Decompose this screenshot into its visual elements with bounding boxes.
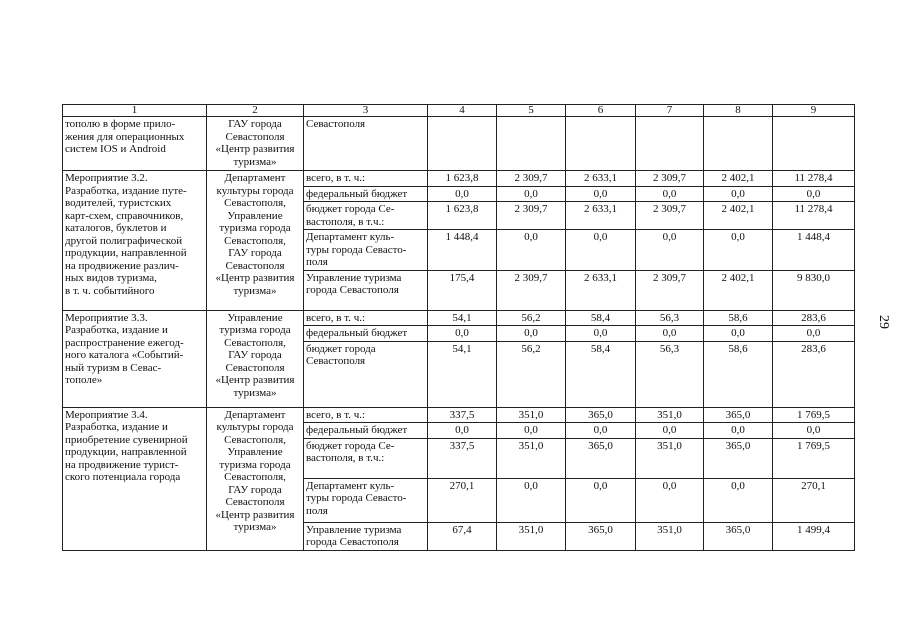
value-cell: 0,0 xyxy=(428,186,497,202)
table-row xyxy=(63,310,855,326)
value-cell: 0,0 xyxy=(636,186,704,202)
funding-table xyxy=(62,104,855,551)
value-cell: 2 633,1 xyxy=(566,171,636,187)
value-cell: 2 309,7 xyxy=(636,270,704,310)
value-cell: 2 402,1 xyxy=(704,270,773,310)
funding-source: Департамент куль- туры города Севасто- поля xyxy=(304,478,428,522)
value-cell: 0,0 xyxy=(566,230,636,271)
value-cell: 0,0 xyxy=(497,230,566,271)
value-cell: 58,6 xyxy=(704,310,773,326)
activity-description: Мероприятие 3.2. Разработка, издание путе- водителей, туристских карт-схем, справочников, каталогов, буклетов и другой полиграфической продукции, направленной на продвижение различ- ных видов туризма, в т. ч. событийного xyxy=(63,171,207,311)
value-cell: 175,4 xyxy=(428,270,497,310)
value-cell: 283,6 xyxy=(773,341,855,407)
value-cell: 0,0 xyxy=(497,423,566,439)
activity-description: тополю в форме прило- жения для операционных систем IOS и Android xyxy=(63,117,207,171)
executor: ГАУ города Севастополя «Центр развития туризма» xyxy=(207,117,304,171)
value-cell: 56,2 xyxy=(497,310,566,326)
value-cell: 365,0 xyxy=(566,407,636,423)
funding-source: Управление туризма города Севастополя xyxy=(304,270,428,310)
value-cell: 2 309,7 xyxy=(497,270,566,310)
funding-source: всего, в т. ч.: xyxy=(304,310,428,326)
value-cell: 337,5 xyxy=(428,438,497,478)
value-cell: 1 448,4 xyxy=(428,230,497,271)
funding-source: Севастополя xyxy=(304,117,428,171)
column-number: 2 xyxy=(207,105,304,117)
column-number: 8 xyxy=(704,105,773,117)
value-cell: 365,0 xyxy=(704,522,773,550)
funding-source: всего, в т. ч.: xyxy=(304,407,428,423)
column-number: 6 xyxy=(566,105,636,117)
value-cell: 0,0 xyxy=(497,478,566,522)
value-cell: 2 402,1 xyxy=(704,171,773,187)
table-row xyxy=(63,171,855,187)
value-cell: 0,0 xyxy=(566,423,636,439)
value-cell: 0,0 xyxy=(704,186,773,202)
value-cell: 270,1 xyxy=(428,478,497,522)
value-cell: 2 402,1 xyxy=(704,202,773,230)
value-cell: 58,4 xyxy=(566,341,636,407)
column-number: 9 xyxy=(773,105,855,117)
value-cell: 337,5 xyxy=(428,407,497,423)
funding-source: бюджет города Севастополя xyxy=(304,341,428,407)
value-cell: 2 309,7 xyxy=(497,171,566,187)
value-cell: 351,0 xyxy=(497,407,566,423)
value-cell: 11 278,4 xyxy=(773,202,855,230)
funding-source: бюджет города Се- вастополя, в т.ч.: xyxy=(304,438,428,478)
value-cell: 0,0 xyxy=(566,326,636,342)
value-cell: 0,0 xyxy=(704,478,773,522)
value-cell: 1 769,5 xyxy=(773,438,855,478)
column-number-row xyxy=(63,105,855,117)
executor: Управление туризма города Севастополя, ГАУ города Севастополя «Центр развития туризма» xyxy=(207,310,304,407)
value-cell: 2 309,7 xyxy=(497,202,566,230)
value-cell: 0,0 xyxy=(566,478,636,522)
value-cell: 0,0 xyxy=(773,326,855,342)
value-cell: 0,0 xyxy=(497,186,566,202)
value-cell: 0,0 xyxy=(636,478,704,522)
value-cell: 283,6 xyxy=(773,310,855,326)
value-cell: 56,3 xyxy=(636,310,704,326)
value-cell: 0,0 xyxy=(497,326,566,342)
value-cell: 58,6 xyxy=(704,341,773,407)
activity-description: Мероприятие 3.4. Разработка, издание и приобретение сувенирной продукции, направленной на продвижение турист- ского потенциала города xyxy=(63,407,207,550)
column-number: 7 xyxy=(636,105,704,117)
value-cell: 0,0 xyxy=(773,186,855,202)
value-cell: 351,0 xyxy=(636,438,704,478)
value-cell: 0,0 xyxy=(636,230,704,271)
value-cell: 56,3 xyxy=(636,341,704,407)
value-cell: 2 633,1 xyxy=(566,202,636,230)
value-cell: 54,1 xyxy=(428,341,497,407)
value-cell: 2 633,1 xyxy=(566,270,636,310)
executor: Департамент культуры города Севастополя, Управление туризма города Севастополя, ГАУ города Севастополя «Центр развития туризма» xyxy=(207,407,304,550)
funding-source: всего, в т. ч.: xyxy=(304,171,428,187)
value-cell: 56,2 xyxy=(497,341,566,407)
value-cell: 0,0 xyxy=(428,423,497,439)
column-number: 4 xyxy=(428,105,497,117)
value-cell: 11 278,4 xyxy=(773,171,855,187)
value-cell: 365,0 xyxy=(566,522,636,550)
funding-source: федеральный бюджет xyxy=(304,186,428,202)
value-cell: 0,0 xyxy=(566,186,636,202)
value-cell: 0,0 xyxy=(636,326,704,342)
value-cell: 351,0 xyxy=(636,407,704,423)
column-number: 5 xyxy=(497,105,566,117)
value-cell: 0,0 xyxy=(704,423,773,439)
value-cell: 54,1 xyxy=(428,310,497,326)
value-cell: 2 309,7 xyxy=(636,171,704,187)
funding-source: Департамент куль- туры города Севасто- поля xyxy=(304,230,428,271)
value-cell: 1 769,5 xyxy=(773,407,855,423)
value-cell: 58,4 xyxy=(566,310,636,326)
value-cell: 67,4 xyxy=(428,522,497,550)
value-cell: 1 499,4 xyxy=(773,522,855,550)
value-cell: 0,0 xyxy=(704,326,773,342)
value-cell: 0,0 xyxy=(636,423,704,439)
value-cell: 1 623,8 xyxy=(428,202,497,230)
value-cell: 351,0 xyxy=(497,438,566,478)
activity-description: Мероприятие 3.3. Разработка, издание и распространение ежегод- ного каталога «Событий- ный туризм в Севас- тополе» xyxy=(63,310,207,407)
table-row xyxy=(63,407,855,423)
funding-source: бюджет города Се- вастополя, в т.ч.: xyxy=(304,202,428,230)
value-cell: 0,0 xyxy=(428,326,497,342)
value-cell: 365,0 xyxy=(704,407,773,423)
value-cell: 351,0 xyxy=(497,522,566,550)
value-cell: 9 830,0 xyxy=(773,270,855,310)
column-number: 3 xyxy=(304,105,428,117)
funding-source: Управление туризма города Севастополя xyxy=(304,522,428,550)
value-cell: 351,0 xyxy=(636,522,704,550)
value-cell: 1 623,8 xyxy=(428,171,497,187)
value-cell: 365,0 xyxy=(566,438,636,478)
funding-source: федеральный бюджет xyxy=(304,326,428,342)
funding-source: федеральный бюджет xyxy=(304,423,428,439)
value-cell: 2 309,7 xyxy=(636,202,704,230)
value-cell: 0,0 xyxy=(773,423,855,439)
continuation-row xyxy=(63,117,855,171)
page-number: 29 xyxy=(876,315,891,329)
value-cell: 1 448,4 xyxy=(773,230,855,271)
value-cell: 270,1 xyxy=(773,478,855,522)
value-cell: 0,0 xyxy=(704,230,773,271)
column-number: 1 xyxy=(63,105,207,117)
executor: Департамент культуры города Севастополя, Управление туризма города Севастополя, ГАУ города Севастополя «Центр развития туризма» xyxy=(207,171,304,311)
value-cell: 365,0 xyxy=(704,438,773,478)
